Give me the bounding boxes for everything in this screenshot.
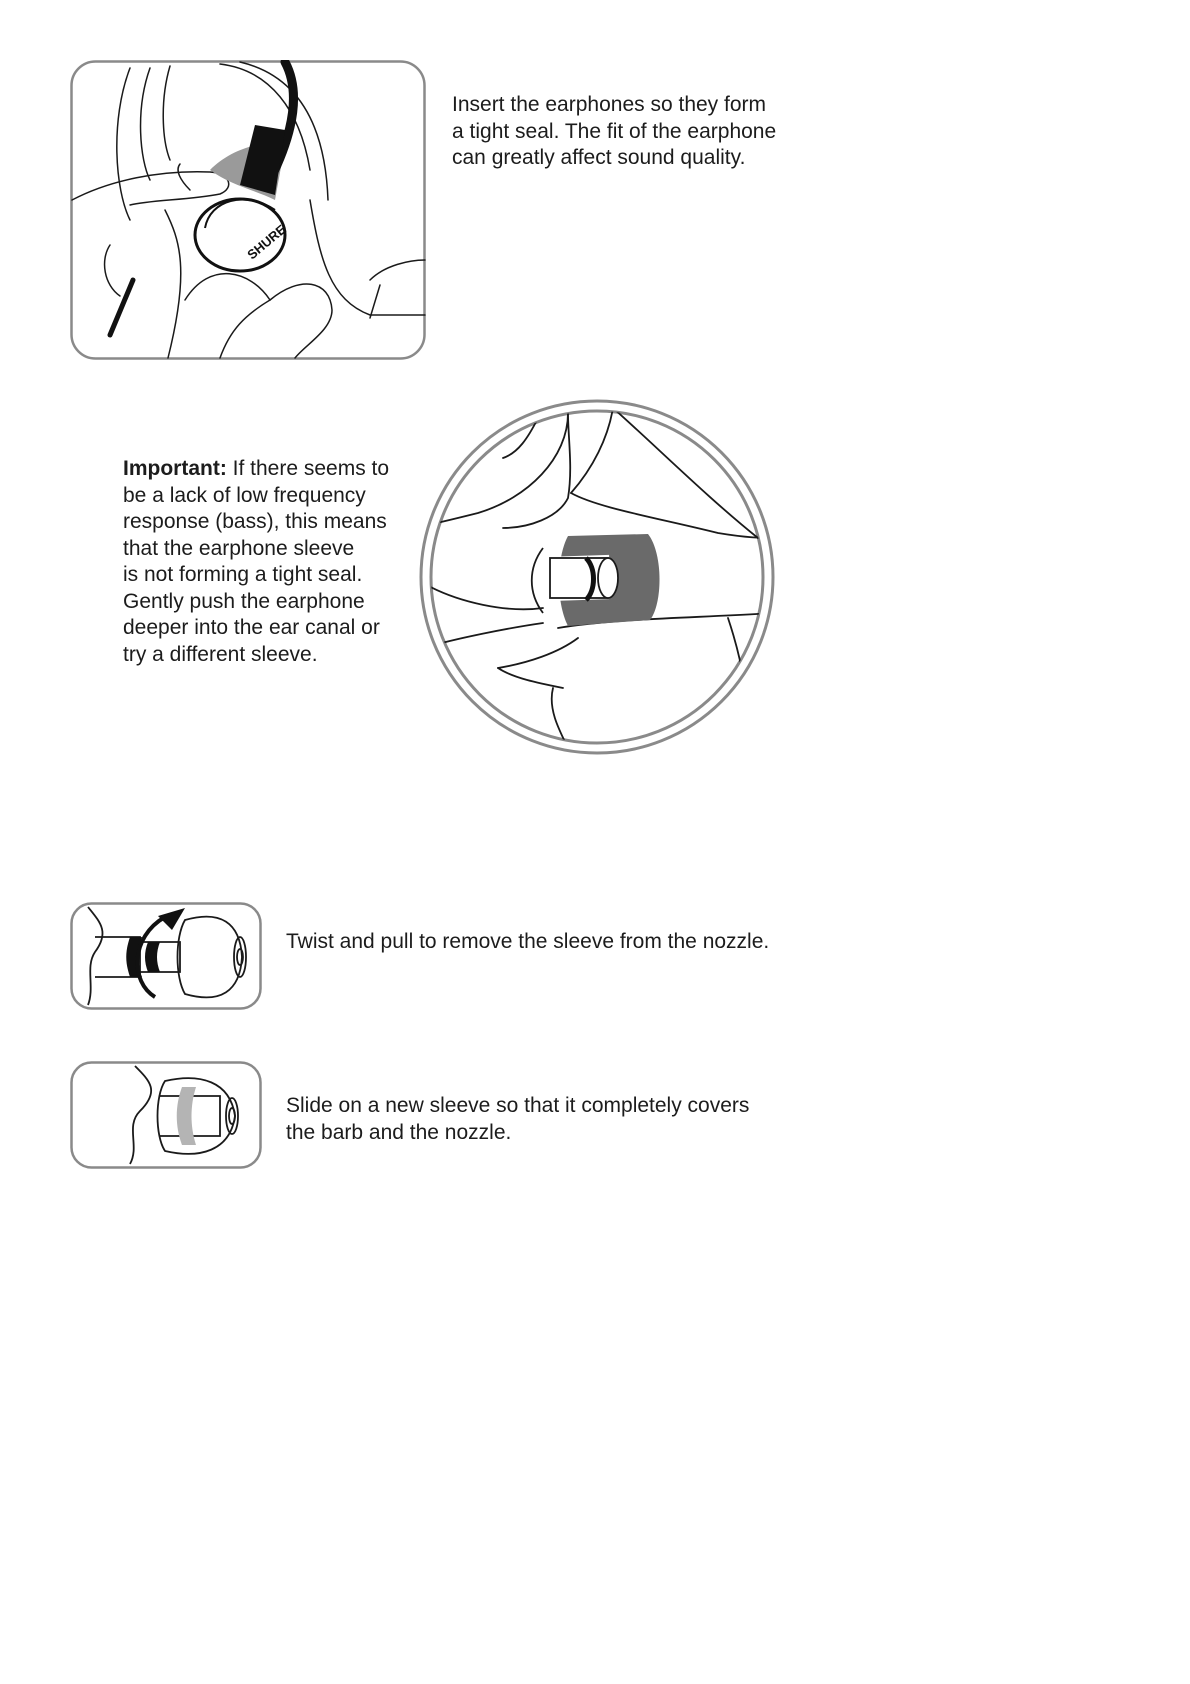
remove-instructions — [286, 929, 769, 956]
important-note — [123, 456, 389, 668]
shure-logo: SHURE — [244, 221, 289, 263]
replace-line-2: the barb and the nozzle. — [286, 1120, 512, 1144]
important-line-7: deeper into the ear canal or — [123, 616, 380, 639]
important-label: Important: — [123, 457, 227, 480]
important-line-6: Gently push the earphone — [123, 589, 365, 613]
insert-instructions — [452, 92, 776, 172]
replace-sleeve-illustration — [70, 1061, 262, 1169]
important-line-4: that the earphone sleeve — [123, 536, 355, 560]
insert-line-1: Insert the earphones so they form — [452, 93, 767, 116]
important-line-5: is not forming a tight seal. — [123, 563, 363, 586]
insert-earphone-illustration — [70, 60, 426, 360]
remove-line-1: Twist and pull to remove the sleeve from the nozzle. — [286, 930, 770, 953]
important-line-3: response (bass), this means — [123, 510, 387, 533]
important-line-2: be a lack of low frequency — [123, 483, 366, 507]
replace-instructions — [286, 1093, 749, 1146]
important-line-8: try a different sleeve. — [123, 642, 318, 666]
insert-line-2: a tight seal. The fit of the earphone — [452, 119, 777, 143]
insert-line-3: can greatly affect sound quality. — [452, 146, 746, 169]
remove-sleeve-illustration — [70, 902, 262, 1010]
important-line-1: Important: If there seems to — [123, 457, 390, 480]
replace-line-1: Slide on a new sleeve so that it completely covers — [286, 1094, 750, 1117]
ear-canal-illustration — [418, 398, 776, 756]
